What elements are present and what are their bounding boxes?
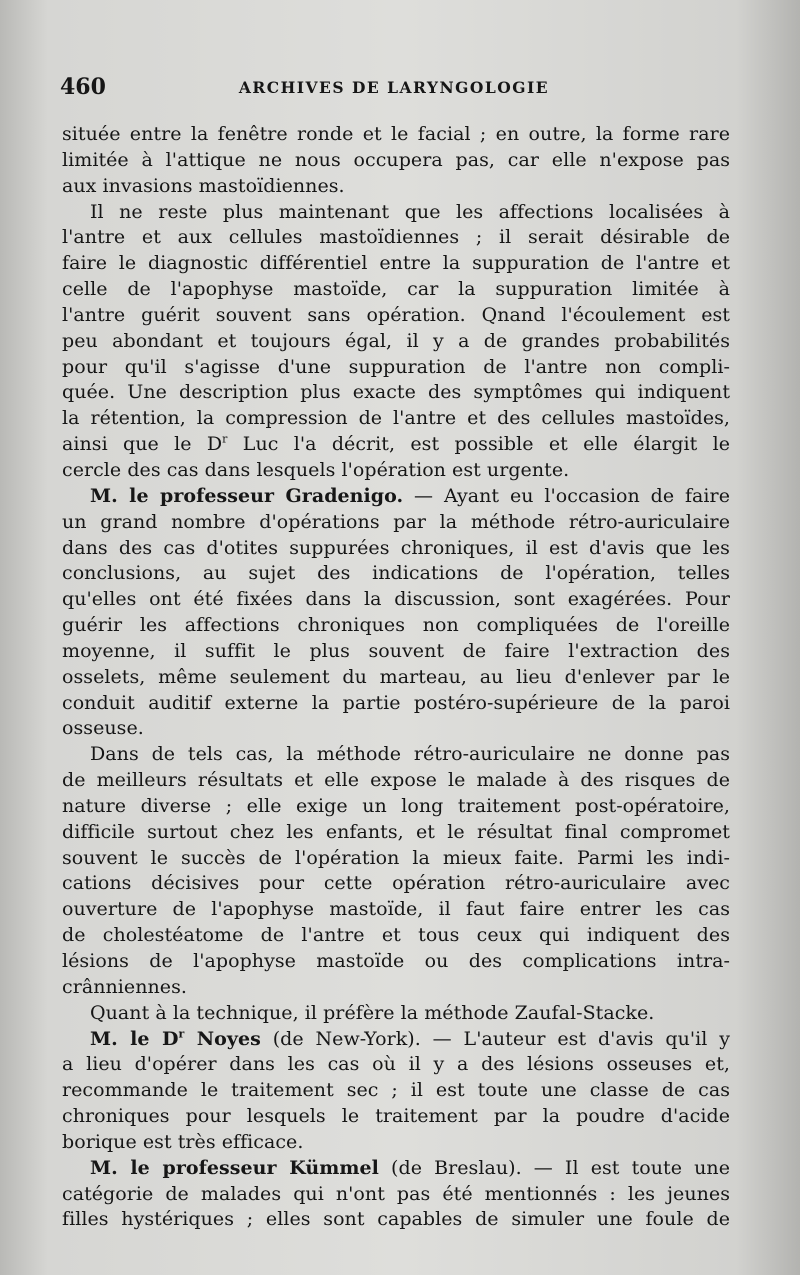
line-text: ouverture de l'apophyse mastoïde, il faut faire entrer les cas xyxy=(62,898,730,921)
text-line xyxy=(62,587,730,613)
line-text: faire le diagnostic différentiel entre la suppuration de l'antre et xyxy=(62,252,730,275)
text-line xyxy=(62,691,730,717)
text-line xyxy=(62,716,730,742)
line-text: (de New-York). — L'auteur est d'avis qu'il y xyxy=(260,1027,730,1050)
speaker-name xyxy=(90,1157,379,1179)
text-line xyxy=(62,1001,730,1027)
speaker-name xyxy=(90,1028,261,1050)
speaker-text: M. le professeur Kümmel xyxy=(90,1156,379,1179)
line-text: Luc l'a décrit, est possible et elle élargit le xyxy=(227,433,730,456)
running-title: ARCHIVES DE LARYNGOLOGIE xyxy=(238,78,550,97)
text-line xyxy=(62,303,730,329)
text-line xyxy=(62,923,730,949)
page-header xyxy=(60,72,728,106)
line-text: l'antre guérit souvent sans opération. Qnand l'écoulement est xyxy=(62,303,730,326)
speaker-text: M. le professeur Gradenigo. xyxy=(90,484,404,507)
line-text: souvent le succès de l'opération la mieux faite. Parmi les indi- xyxy=(62,846,730,869)
line-text: de cholestéatome de l'antre et tous ceux qui indiquent des xyxy=(62,924,730,947)
text-line xyxy=(62,406,730,432)
text-line xyxy=(62,975,730,1001)
line-text: l'antre et aux cellules mastoïdiennes ; il serait désirable de xyxy=(62,226,730,249)
line-text: pour qu'il s'agisse d'une suppuration de l'antre non compli- xyxy=(62,355,730,378)
text-line xyxy=(62,458,730,484)
line-text: Dans de tels cas, la méthode rétro-auriculaire ne donne pas xyxy=(90,743,730,766)
line-text: quée. Une description plus exacte des symptômes qui indiquent xyxy=(62,381,730,404)
line-text: cations décisives pour cette opération rétro-auriculaire avec xyxy=(62,872,730,895)
line-text: lésions de l'apophyse mastoïde ou des complications intra- xyxy=(62,950,730,972)
speaker-name xyxy=(90,485,403,507)
text-line xyxy=(62,174,730,200)
text-line xyxy=(62,1104,730,1130)
text-line xyxy=(62,742,730,768)
text-line xyxy=(62,561,730,587)
line-text: chroniques pour lesquels le traitement par la poudre d'acide xyxy=(62,1105,730,1128)
text-line xyxy=(62,949,730,975)
line-text: celle de l'apophyse mastoïde, car la suppuration limitée à xyxy=(62,278,730,301)
line-text: de meilleurs résultats et elle expose le malade à des risques de xyxy=(62,769,730,792)
line-text: — Ayant eu l'occasion de faire xyxy=(403,484,730,507)
line-text: Quant à la technique, il préfère la méthode Zaufal-Stacke. xyxy=(90,1001,655,1024)
line-text: nature diverse ; elle exige un long traitement post-opératoire, xyxy=(62,794,730,817)
text-line xyxy=(62,225,730,251)
text-line xyxy=(62,665,730,691)
speaker-text: Noyes xyxy=(184,1027,261,1050)
text-line xyxy=(62,329,730,355)
text-line xyxy=(62,1130,730,1156)
line-text: qu'elles ont été fixées dans la discussion, sont exagérées. Pour xyxy=(62,588,730,611)
body-text xyxy=(62,122,730,1233)
line-text: guérir les affections chroniques non compliquées de l'oreille xyxy=(62,614,730,637)
line-text: crânniennes. xyxy=(62,975,187,998)
text-line xyxy=(62,1182,730,1208)
text-line xyxy=(62,1156,730,1182)
text-line xyxy=(62,510,730,536)
text-line xyxy=(62,1078,730,1104)
line-text: (de Breslau). — Il est toute une xyxy=(378,1156,730,1179)
line-text: ainsi que le D xyxy=(62,433,223,456)
text-line xyxy=(62,794,730,820)
text-line xyxy=(62,432,730,458)
text-line xyxy=(62,639,730,665)
line-text: située entre la fenêtre ronde et le facial ; en outre, la forme rare xyxy=(62,123,730,145)
superscript: r xyxy=(178,1027,185,1041)
text-line xyxy=(62,380,730,406)
line-text: peu abondant et toujours égal, il y a de grandes probabilités xyxy=(62,329,730,352)
page-number: 460 xyxy=(60,74,106,100)
line-text: cercle des cas dans lesquels l'opération est urgente. xyxy=(62,458,570,481)
text-line xyxy=(62,1027,730,1053)
text-line xyxy=(62,846,730,872)
line-text: difficile surtout chez les enfants, et le résultat final compromet xyxy=(62,820,730,843)
text-line xyxy=(62,1052,730,1078)
text-line xyxy=(62,768,730,794)
line-text: aux invasions mastoïdiennes. xyxy=(62,174,345,197)
text-line xyxy=(62,355,730,381)
text-line xyxy=(62,820,730,846)
text-line xyxy=(62,536,730,562)
line-text: catégorie de malades qui n'ont pas été mentionnés : les jeunes xyxy=(62,1182,730,1205)
line-text: conclusions, au sujet des indications de l'opération, telles xyxy=(62,562,730,585)
line-text: filles hystériques ; elles sont capables de simuler une foule de xyxy=(62,1208,730,1231)
line-text: osseuse. xyxy=(62,717,144,740)
text-line xyxy=(62,122,730,148)
text-line xyxy=(62,897,730,923)
line-text: a lieu d'opérer dans les cas où il y a des lésions osseuses et, xyxy=(62,1053,730,1076)
line-text: limitée à l'attique ne nous occupera pas, car elle n'expose pas xyxy=(62,148,730,171)
line-text: recommande le traitement sec ; il est toute une classe de cas xyxy=(62,1079,730,1102)
line-text: la rétention, la compression de l'antre et des cellules mastoïdes, xyxy=(62,407,730,430)
superscript: r xyxy=(222,432,228,446)
text-line xyxy=(62,1207,730,1233)
line-text: moyenne, il suffit le plus souvent de faire l'extraction des xyxy=(62,639,730,662)
text-line xyxy=(62,251,730,277)
line-text: dans des cas d'otites suppurées chroniques, il est d'avis que les xyxy=(62,536,730,559)
speaker-text: M. le D xyxy=(90,1027,179,1050)
text-line xyxy=(62,613,730,639)
text-line xyxy=(62,148,730,174)
line-text: Il ne reste plus maintenant que les affections localisées à xyxy=(90,200,730,223)
line-text: borique est très efficace. xyxy=(62,1130,304,1153)
text-line xyxy=(62,484,730,510)
text-line xyxy=(62,200,730,226)
text-line xyxy=(62,277,730,303)
line-text: un grand nombre d'opérations par la méthode rétro-auriculaire xyxy=(62,510,730,533)
line-text: osselets, même seulement du marteau, au lieu d'enlever par le xyxy=(62,665,730,688)
text-line xyxy=(62,871,730,897)
line-text: conduit auditif externe la partie postéro-supérieure de la paroi xyxy=(62,691,730,714)
